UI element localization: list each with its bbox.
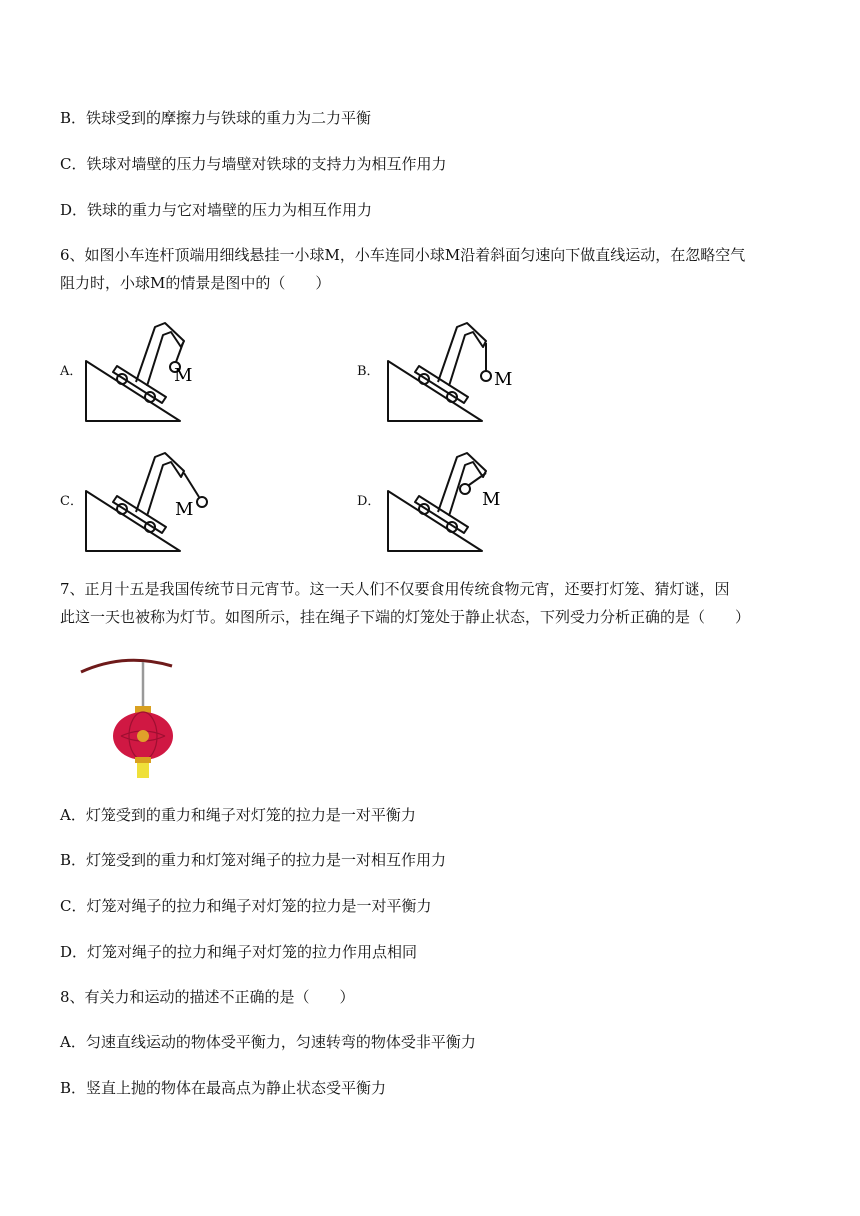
lantern-image (80, 650, 175, 780)
ball-label-m: M (494, 369, 513, 390)
q6-figure-c-label: C． (60, 494, 83, 509)
lantern-emblem (137, 730, 149, 742)
incline-triangle (388, 491, 482, 551)
incline-triangle (86, 491, 180, 551)
q7-stem-line1: 7、正月十五是我国传统节日元宵节。这一天人们不仅要食用传统食物元宵，还要打灯笼、猜灯谜，因 (60, 580, 730, 598)
lantern-bottom-cap (135, 757, 151, 763)
q6-stem-line1: 6、如图小车连杆顶端用细线悬挂一小球M，小车连同小球M沿着斜面匀速向下做直线运动，在忽略空气 (60, 246, 746, 264)
q6-figure-a (80, 315, 220, 425)
q7-stem-line2: 此这一天也被称为灯节。如图所示，挂在绳子下端的灯笼处于静止状态，下列受力分析正确的是（ ） (60, 608, 751, 626)
ball-label-m: M (175, 499, 194, 520)
q8-option-a: A．匀速直线运动的物体受平衡力，匀速转弯的物体受非平衡力 (60, 1033, 476, 1051)
q8-stem: 8、有关力和运动的描述不正确的是（ ） (60, 988, 355, 1006)
q5-option-c: C．铁球对墙壁的压力与墙壁对铁球的支持力为相互作用力 (60, 155, 447, 173)
string (184, 473, 199, 497)
q6-figure-c (80, 445, 230, 555)
ball (197, 497, 207, 507)
q7-option-c: C．灯笼对绳子的拉力和绳子对灯笼的拉力是一对平衡力 (60, 897, 432, 915)
q6-figure-d (382, 445, 532, 555)
lantern-tassel (137, 763, 149, 778)
q6-figure-a-label: A． (60, 364, 83, 379)
lantern-pole (81, 660, 172, 672)
incline-triangle (86, 361, 180, 421)
ball (460, 484, 470, 494)
q5-option-d: D．铁球的重力与它对墙壁的压力为相互作用力 (60, 201, 373, 219)
ball-label-m: M (482, 489, 501, 510)
ball-label-m: M (174, 365, 193, 386)
string (469, 473, 486, 485)
cart-rod (438, 323, 486, 386)
q5-option-b: B．铁球受到的摩擦力与铁球的重力为二力平衡 (60, 109, 372, 127)
ball (481, 371, 491, 381)
q7-option-b: B．灯笼受到的重力和灯笼对绳子的拉力是一对相互作用力 (60, 851, 447, 869)
q6-figure-b (382, 315, 532, 425)
q7-option-a: A．灯笼受到的重力和绳子对灯笼的拉力是一对平衡力 (60, 806, 416, 824)
incline-triangle (388, 361, 482, 421)
q6-figure-d-label: D． (357, 494, 381, 509)
q6-figure-b-label: B． (357, 364, 380, 379)
q8-option-b: B．竖直上抛的物体在最高点为静止状态受平衡力 (60, 1079, 387, 1097)
q6-stem-line2: 阻力时，小球M的情景是图中的（ ） (60, 274, 331, 292)
q7-option-d: D．灯笼对绳子的拉力和绳子对灯笼的拉力作用点相同 (60, 943, 418, 961)
